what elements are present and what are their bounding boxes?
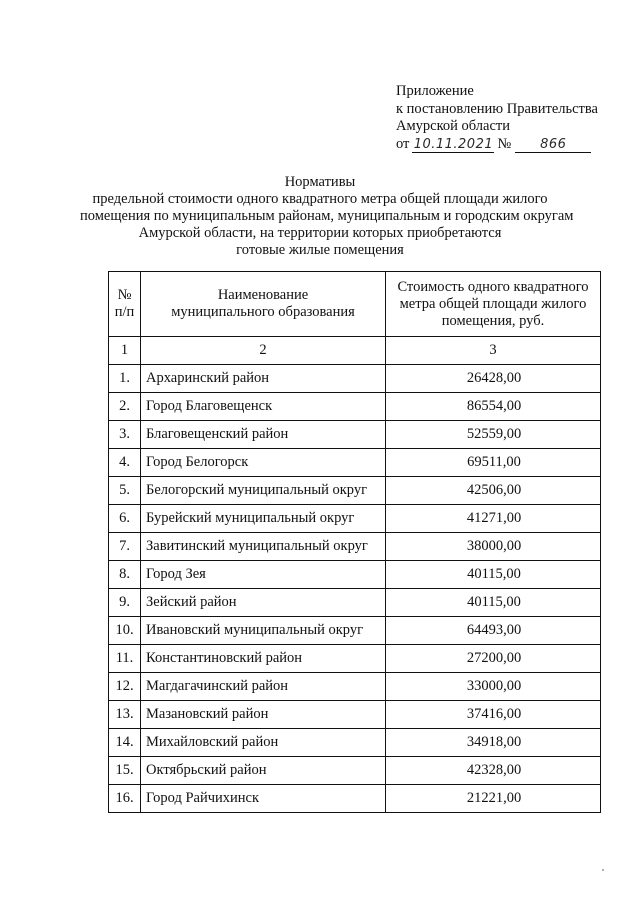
- row-name: Завитинский муниципальный округ: [141, 533, 386, 561]
- row-number: 10.: [109, 617, 141, 645]
- table-header-row: [109, 272, 601, 337]
- document-title: [80, 174, 574, 259]
- row-name: Мазановский район: [141, 701, 386, 729]
- table-row: [109, 533, 601, 561]
- table-row: [109, 757, 601, 785]
- row-cost: 37416,00: [386, 701, 601, 729]
- row-name: Город Белогорск: [141, 449, 386, 477]
- row-cost: 86554,00: [386, 393, 601, 421]
- row-cost: 40115,00: [386, 589, 601, 617]
- scan-speck: [602, 869, 604, 871]
- row-cost: 26428,00: [386, 365, 601, 393]
- column-number-2: 2: [141, 337, 386, 365]
- row-name: Белогорский муниципальный округ: [141, 477, 386, 505]
- table-row: [109, 617, 601, 645]
- row-name: Архаринский район: [141, 365, 386, 393]
- appendix-line-3: Амурской области: [396, 118, 510, 134]
- header-cost-line-1: Стоимость одного квадратного: [397, 278, 589, 295]
- table-row: [109, 673, 601, 701]
- header-name-line-1: Наименование: [217, 287, 309, 303]
- row-number: 13.: [109, 701, 141, 729]
- row-number: 16.: [109, 785, 141, 813]
- title-line-2: помещения по муниципальным районам, муниципальным и городским округам: [80, 208, 574, 224]
- row-number: 4.: [109, 449, 141, 477]
- row-number: 7.: [109, 533, 141, 561]
- title-line-3: Амурской области, на территории которых приобретаются: [138, 225, 502, 241]
- title-line-4: готовые жилые помещения: [236, 242, 404, 258]
- row-cost: 69511,00: [386, 449, 601, 477]
- date-field: [412, 137, 494, 153]
- header-name-line-2: муниципального образования: [171, 304, 355, 320]
- table-row: [109, 785, 601, 813]
- column-number-row: [109, 337, 601, 365]
- appendix-line-2: к постановлению Правительства: [396, 100, 598, 117]
- table-row: [109, 449, 601, 477]
- appendix-block: [396, 83, 598, 153]
- row-cost: 64493,00: [386, 617, 601, 645]
- header-number-sign: №: [117, 287, 132, 303]
- header-cost-line-3: помещения, руб.: [441, 312, 545, 329]
- header-cost-cell: [386, 272, 601, 337]
- row-cost: 21221,00: [386, 785, 601, 813]
- row-name: Город Райчихинск: [141, 785, 386, 813]
- row-name: Город Зея: [141, 561, 386, 589]
- row-number: 8.: [109, 561, 141, 589]
- cost-table: [108, 271, 601, 813]
- row-cost: 38000,00: [386, 533, 601, 561]
- row-name: Магдагачинский район: [141, 673, 386, 701]
- table-row: [109, 645, 601, 673]
- row-number: 9.: [109, 589, 141, 617]
- row-name: Октябрьский район: [141, 757, 386, 785]
- table-row: [109, 505, 601, 533]
- cost-table-body: [109, 272, 601, 813]
- handwritten-number: 866: [540, 136, 567, 152]
- table-row: [109, 421, 601, 449]
- row-cost: 27200,00: [386, 645, 601, 673]
- row-cost: 33000,00: [386, 673, 601, 701]
- table-row: [109, 589, 601, 617]
- row-cost: 42506,00: [386, 477, 601, 505]
- header-name-cell: [141, 272, 386, 337]
- appendix-line-1: Приложение: [396, 83, 474, 99]
- row-number: 11.: [109, 645, 141, 673]
- row-name: Город Благовещенск: [141, 393, 386, 421]
- header-cost-line-2: метра общей площади жилого: [399, 295, 587, 312]
- number-field: [515, 137, 591, 153]
- table-row: [109, 701, 601, 729]
- table-row: [109, 365, 601, 393]
- row-name: Благовещенский район: [141, 421, 386, 449]
- row-number: 3.: [109, 421, 141, 449]
- row-cost: 34918,00: [386, 729, 601, 757]
- row-name: Зейский район: [141, 589, 386, 617]
- number-label: №: [497, 135, 512, 152]
- table-row: [109, 477, 601, 505]
- row-cost: 52559,00: [386, 421, 601, 449]
- table-row: [109, 729, 601, 757]
- title-heading: Нормативы: [284, 174, 356, 190]
- row-number: 15.: [109, 757, 141, 785]
- row-number: 12.: [109, 673, 141, 701]
- appendix-date-number-line: [396, 136, 598, 154]
- title-line-1: предельной стоимости одного квадратного метра общей площади жилого: [92, 191, 548, 207]
- header-number-abbr: п/п: [114, 304, 135, 320]
- handwritten-date: 10.11.2021: [413, 136, 494, 152]
- header-number-cell: [109, 272, 141, 337]
- column-number-3: 3: [386, 337, 601, 365]
- row-cost: 42328,00: [386, 757, 601, 785]
- row-number: 2.: [109, 393, 141, 421]
- row-name: Бурейский муниципальный округ: [141, 505, 386, 533]
- table-row: [109, 393, 601, 421]
- row-number: 6.: [109, 505, 141, 533]
- row-cost: 41271,00: [386, 505, 601, 533]
- row-number: 1.: [109, 365, 141, 393]
- from-label: от: [396, 135, 410, 152]
- row-number: 14.: [109, 729, 141, 757]
- row-number: 5.: [109, 477, 141, 505]
- row-name: Ивановский муниципальный округ: [141, 617, 386, 645]
- column-number-1: 1: [109, 337, 141, 365]
- row-name: Константиновский район: [141, 645, 386, 673]
- row-cost: 40115,00: [386, 561, 601, 589]
- table-row: [109, 561, 601, 589]
- row-name: Михайловский район: [141, 729, 386, 757]
